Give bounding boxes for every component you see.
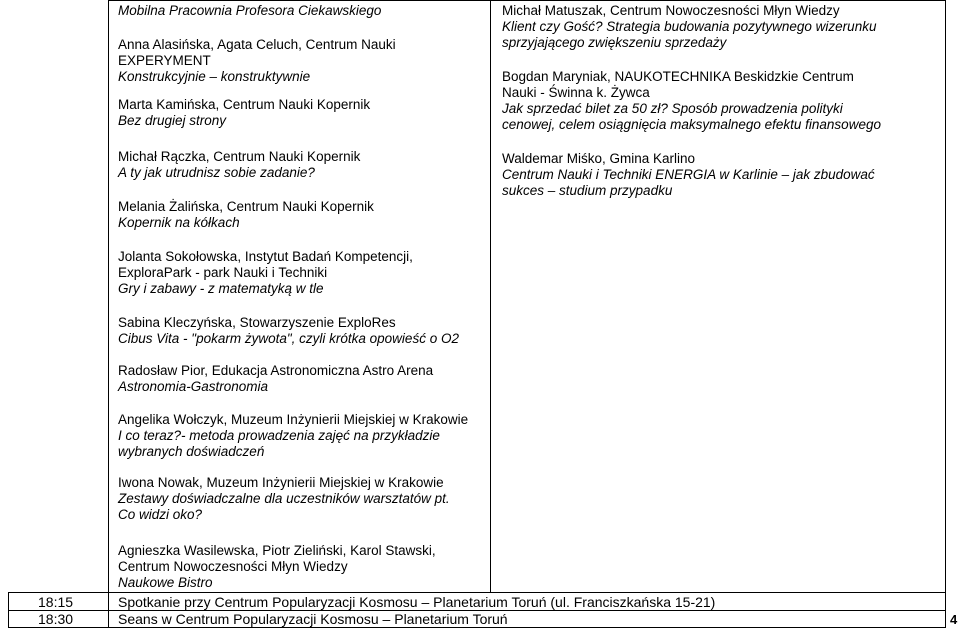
speaker-line: Jolanta Sokołowska, Instytut Badań Kompetencji, — [118, 249, 413, 264]
left-block-5 — [118, 249, 413, 297]
speaker-line: Melania Żalińska, Centrum Nauki Kopernik — [118, 199, 374, 214]
talk-title-line: Centrum Nauki i Techniki ENERGIA w Karlinie – jak zbudować — [502, 167, 875, 182]
talk-title-line: Naukowe Bistro — [118, 575, 213, 590]
talk-title-line: Zestawy doświadczalne dla uczestników warsztatów pt. — [118, 491, 450, 506]
left-block-0 — [118, 3, 381, 19]
table-top-border — [108, 0, 946, 1]
speaker-line: Agnieszka Wasilewska, Piotr Zieliński, Karol Stawski, — [118, 543, 436, 558]
talk-title-line: sukces – studium przypadku — [502, 183, 673, 198]
schedule-time-divider — [108, 592, 109, 628]
speaker-line: Waldemar Miśko, Gmina Karlino — [502, 151, 696, 166]
schedule-left-border — [8, 592, 9, 628]
talk-title-line: Jak sprzedać bilet za 50 zł? Sposób prowadzenia polityki — [502, 101, 843, 116]
left-block-6 — [118, 315, 459, 347]
table-left-border — [108, 0, 109, 593]
table-bottom-border — [8, 627, 946, 628]
speaker-line: Radosław Pior, Edukacja Astronomiczna Astro Arena — [118, 363, 434, 378]
schedule-time-1: 18:30 — [38, 611, 74, 627]
column-divider — [490, 0, 491, 593]
left-block-2 — [118, 97, 370, 129]
table-right-border — [945, 0, 946, 628]
speaker-line: Sabina Kleczyńska, Stowarzyszenie ExploRes — [118, 315, 396, 330]
schedule-text-0: Spotkanie przy Centrum Popularyzacji Kosmosu – Planetarium Toruń (ul. Franciszkańska 15-21) — [118, 594, 716, 610]
speaker-line: Angelika Wołczyk, Muzeum Inżynierii Miejskiej w Krakowie — [118, 412, 469, 427]
left-block-1 — [118, 37, 396, 85]
talk-title-line: cenowej, celem osiągnięcia maksymalnego efektu finansowego — [502, 117, 881, 132]
speaker-line: Iwona Nowak, Muzeum Inżynierii Miejskiej w Krakowie — [118, 475, 444, 490]
schedule-text-1: Seans w Centrum Popularyzacji Kosmosu – Planetarium Toruń — [118, 611, 508, 627]
speaker-line: Bogdan Maryniak, NAUKOTECHNIKA Beskidzkie Centrum — [502, 69, 854, 84]
speaker-line: EXPERYMENT — [118, 53, 211, 68]
right-block-2 — [502, 151, 875, 199]
talk-title-line: Klient czy Gość? Strategia budowania pozytywnego wizerunku — [502, 19, 877, 34]
talk-title-line: Bez drugiej strony — [118, 113, 227, 128]
left-block-4 — [118, 199, 374, 231]
talk-title-line: I co teraz?- metoda prowadzenia zajęć na przykładzie — [118, 428, 440, 443]
talk-title-line: wybranych doświadczeń — [118, 444, 265, 459]
talk-title-line: sprzyjającego zwiększeniu sprzedaży — [502, 35, 727, 50]
speaker-line: Michał Matuszak, Centrum Nowoczesności Młyn Wiedzy — [502, 3, 840, 18]
left-block-7 — [118, 363, 433, 395]
left-block-9 — [118, 475, 450, 523]
speaker-line: Nauki - Świnna k. Żywca — [502, 85, 650, 100]
speaker-line: Michał Rączka, Centrum Nauki Kopernik — [118, 149, 361, 164]
row-divider-1 — [8, 592, 946, 593]
talk-title-line: Mobilna Pracownia Profesora Ciekawskiego — [118, 3, 382, 18]
talk-title-line: Co widzi oko? — [118, 507, 203, 522]
talk-title-line: Konstrukcyjnie – konstruktywnie — [118, 69, 311, 84]
talk-title-line: A ty jak utrudnisz sobie zadanie? — [118, 165, 315, 180]
talk-title-line: Astronomia-Gastronomia — [118, 379, 269, 394]
talk-title-line: Cibus Vita - "pokarm żywota", czyli krótka opowieść o O2 — [118, 331, 459, 346]
talk-title-line: Gry i zabawy - z matematyką w tle — [118, 281, 324, 296]
speaker-line: Marta Kamińska, Centrum Nauki Kopernik — [118, 97, 371, 112]
left-block-8 — [118, 412, 468, 460]
talk-title-line: Kopernik na kółkach — [118, 215, 240, 230]
left-block-10 — [118, 543, 436, 591]
speaker-line: Centrum Nowoczesności Młyn Wiedzy — [118, 559, 348, 574]
right-block-1 — [502, 69, 881, 133]
speaker-line: Anna Alasińska, Agata Celuch, Centrum Nauki — [118, 37, 396, 52]
speaker-line: ExploraPark - park Nauki i Techniki — [118, 265, 328, 280]
schedule-time-0: 18:15 — [38, 594, 74, 610]
page-number: 4 — [950, 612, 958, 627]
left-block-3 — [118, 149, 360, 181]
right-block-0 — [502, 3, 876, 51]
